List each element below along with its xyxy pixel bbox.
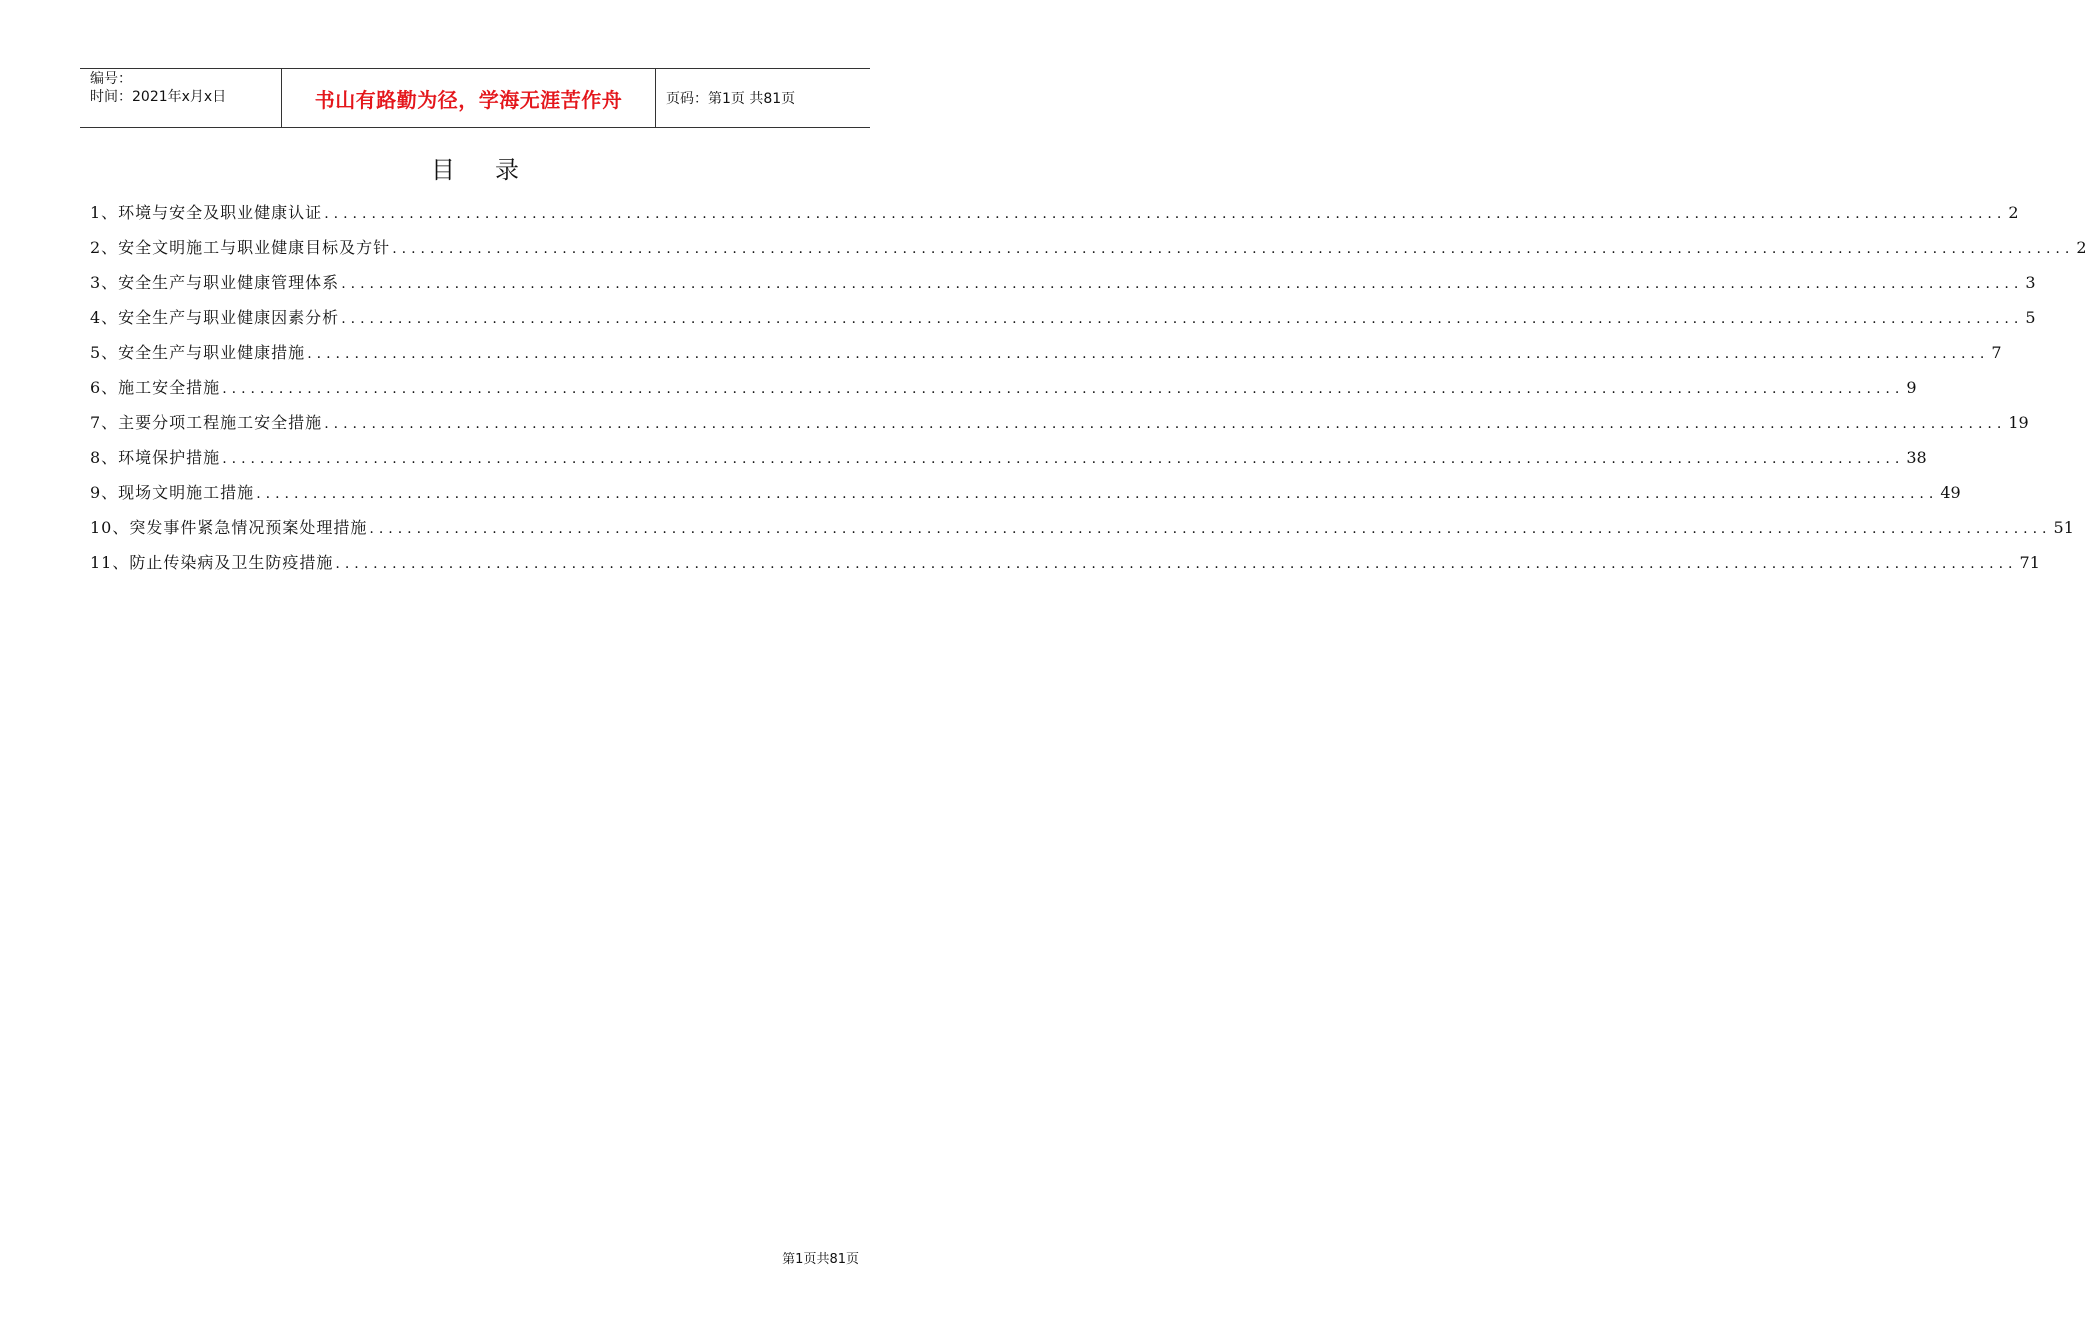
toc-leader-dots: .................................................................................................................................................................................. [307,346,1990,362]
table-of-contents [90,200,2087,585]
toc-entry[interactable] [90,200,2019,235]
document-time-label: 时间：2021年x月x日 [90,89,227,105]
toc-entry-label: 8、环境保护措施 [90,448,221,467]
toc-entry[interactable] [90,410,2029,445]
toc-entry-label: 2、安全文明施工与职业健康目标及方针 [90,238,391,257]
toc-entry-label: 11、防止传染病及卫生防疫措施 [90,553,334,572]
toc-title: 目录 [431,156,559,184]
toc-entry-label: 7、主要分项工程施工安全措施 [90,413,323,432]
toc-entry-page: 2 [2076,238,2087,257]
toc-entry[interactable] [90,270,2036,305]
toc-leader-dots: .................................................................................................................................................................................. [335,556,2018,572]
toc-entry[interactable] [90,550,2040,585]
toc-entry-label: 1、环境与安全及职业健康认证 [90,203,323,222]
toc-entry-label: 3、安全生产与职业健康管理体系 [90,273,340,292]
toc-entry-page: 71 [2019,553,2040,572]
document-header [80,68,870,128]
toc-leader-dots: .................................................................................................................................................................................. [324,206,2007,222]
toc-leader-dots: .................................................................................................................................................................................. [392,241,2075,257]
toc-leader-dots: .................................................................................................................................................................................. [341,311,2024,327]
toc-entry[interactable] [90,305,2036,340]
toc-entry-page: 9 [1906,378,1917,397]
document-number-label: 编号： [90,71,132,87]
toc-entry[interactable] [90,340,2002,375]
toc-leader-dots: .................................................................................................................................................................................. [341,276,2024,292]
toc-entry-page: 7 [1991,343,2002,362]
toc-entry-label: 9、现场文明施工措施 [90,483,255,502]
toc-leader-dots: .................................................................................................................................................................................. [369,521,2052,537]
toc-entry[interactable] [90,515,2074,550]
header-motto: 书山有路勤为径，学海无涯苦作舟 [282,69,656,127]
toc-entry-label: 6、施工安全措施 [90,378,221,397]
toc-entry-page: 5 [2025,308,2036,327]
toc-entry-label: 4、安全生产与职业健康因素分析 [90,308,340,327]
toc-entry[interactable] [90,235,2087,270]
toc-leader-dots: .................................................................................................................................................................................. [222,451,1905,467]
toc-entry-page: 3 [2025,273,2036,292]
toc-entry-page: 51 [2053,518,2074,537]
toc-entry[interactable] [90,480,1961,515]
toc-entry-page: 49 [1940,483,1961,502]
header-meta-cell [80,69,282,127]
toc-entry[interactable] [90,375,1917,410]
page-footer: 第1页共81页 [782,1252,859,1267]
toc-leader-dots: .................................................................................................................................................................................. [256,486,1939,502]
toc-entry-page: 2 [2008,203,2019,222]
toc-entry-label: 10、突发事件紧急情况预案处理措施 [90,518,368,537]
header-page-info: 页码：第1页 共81页 [666,91,796,107]
toc-entry-page: 19 [2008,413,2029,432]
toc-leader-dots: .................................................................................................................................................................................. [324,416,2007,432]
toc-leader-dots: .................................................................................................................................................................................. [222,381,1905,397]
toc-entry-page: 38 [1906,448,1927,467]
toc-entry-label: 5、安全生产与职业健康措施 [90,343,306,362]
toc-entry[interactable] [90,445,1927,480]
